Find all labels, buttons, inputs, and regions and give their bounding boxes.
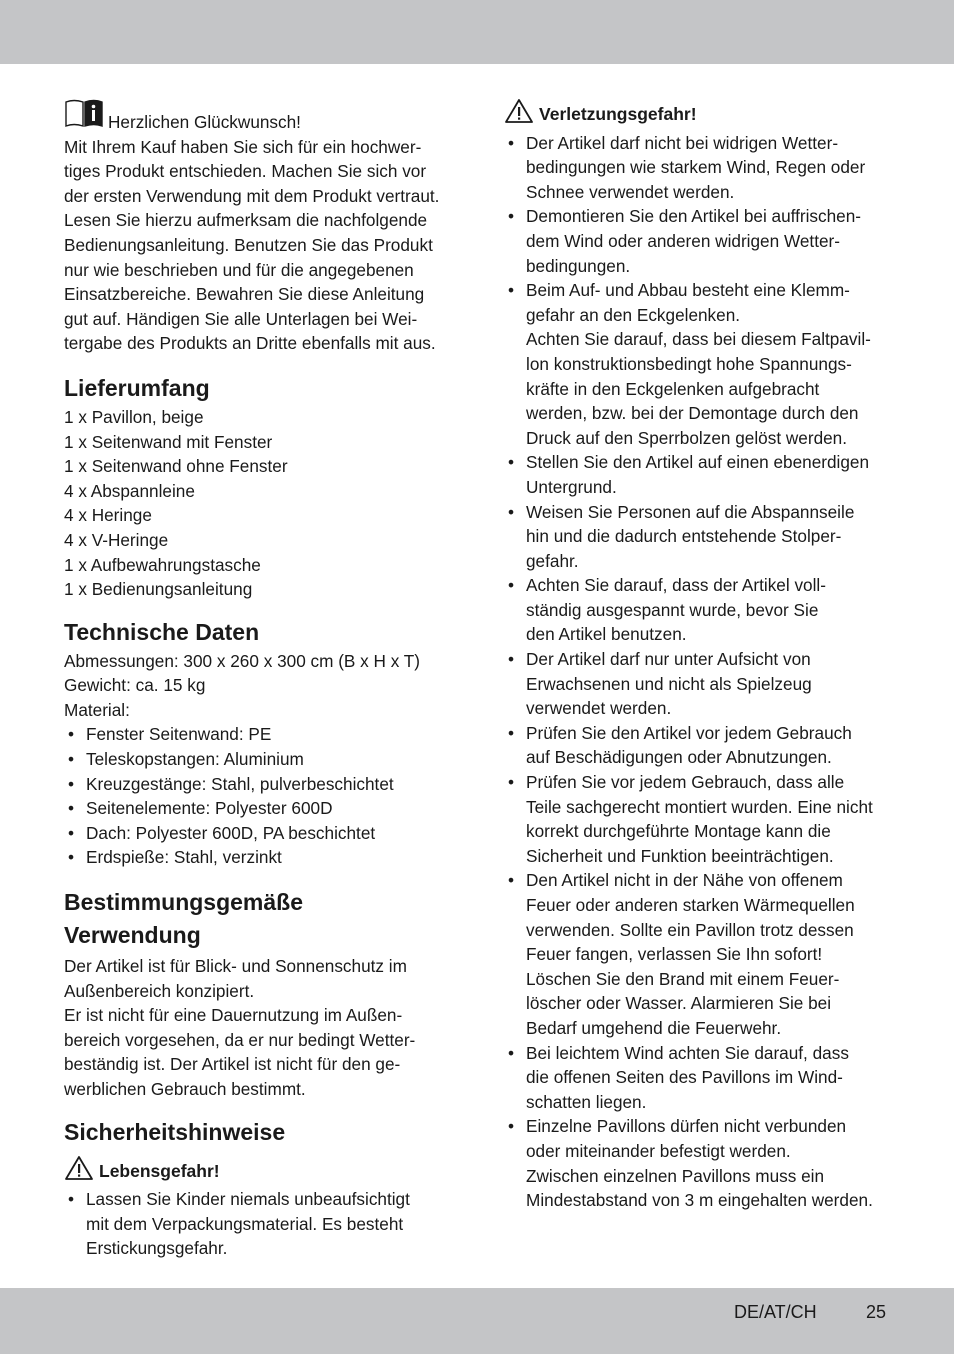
- verletzungsgefahr-item: • Weisen Sie Personen auf die Abspannseile hin und die dadurch entstehende Stolper- gefahr.: [504, 500, 896, 574]
- heading-verwendung: Bestimmungsgemäße Verwendung: [64, 889, 304, 949]
- heading-sicherheitshinweise: Sicherheitshinweise: [64, 1118, 286, 1145]
- intro-text: Mit Ihrem Kauf haben Sie sich für ein hochwer- tiges Produkt entschieden. Machen Sie sich vor der ersten Verwendung mit dem Produkt vertraut. Lesen Sie hierzu aufmerksam die nachfolgende Bedienungsanleitung. Benutzen Sie das Produkt nur wie beschrieben und für die angegebenen Einsatzbereiche. Bewahren Sie diese Anleitung gut auf. Händigen Sie alle Unterlagen bei Wei- tergabe des Produkts an Dritte ebenfalls mit aus.: [64, 136, 440, 354]
- verletzungsgefahr-item: • Den Artikel nicht in der Nähe von offenem Feuer oder anderen starken Wärmequellen verwenden. Sollte ein Pavillon trotz dessen Feuer fangen, verlassen Sie Ihn sofort! Löschen Sie den Brand mit einem Feuer- löscher oder Wasser. Alarmieren Sie bei Bedarf umgehend die Feuerwehr.: [504, 868, 896, 1040]
- verletzungsgefahr-item: • Prüfen Sie vor jedem Gebrauch, dass alle Teile sachgerecht montiert wurden. Eine nicht korrekt durchgeführte Montage kann die Sicherheit und Funktion beeinträchtigen.: [504, 770, 896, 868]
- verwendung-text: Der Artikel ist für Blick- und Sonnenschutz im Außenbereich konzipiert. Er ist nicht für eine Dauernutzung im Außen- bereich vorgesehen, da er nur bedingt Wetter- beständig ist. Der Artikel ist nicht für den ge- werblichen Gebrauch bestimmt.: [64, 956, 416, 1099]
- technical-data-line: Material:: [64, 699, 130, 720]
- lieferumfang-item: 1 x Seitenwand mit Fenster: [64, 431, 273, 452]
- footer-region: DE/AT/CH: [734, 1302, 817, 1322]
- technical-data-line: Gewicht: ca. 15 kg: [64, 675, 206, 696]
- right-column: [504, 98, 896, 1213]
- verletzungsgefahr-item: • Stellen Sie den Artikel auf einen ebenerdigen Untergrund.: [504, 450, 896, 499]
- verletzungsgefahr-heading: [504, 98, 896, 131]
- material-item: • Teleskopstangen: Aluminium: [64, 747, 456, 772]
- lebensgefahr-item: • Lassen Sie Kinder niemals unbeaufsichtigt mit dem Verpackungsmaterial. Es besteht Erstickungsgefahr.: [64, 1187, 456, 1261]
- lieferumfang-item: 1 x Aufbewahrungstasche: [64, 554, 261, 575]
- lieferumfang-item: 1 x Seitenwand ohne Fenster: [64, 456, 288, 477]
- technical-data-lines: [64, 649, 456, 723]
- verletzungsgefahr-item: • Prüfen Sie den Artikel vor jedem Gebrauch auf Beschädigungen oder Abnutzungen.: [504, 721, 896, 770]
- materials-list: [64, 722, 456, 870]
- material-item: • Dach: Polyester 600D, PA beschichtet: [64, 821, 456, 846]
- verletzungsgefahr-item: • Beim Auf- und Abbau besteht eine Klemm- gefahr an den Eckgelenken. Achten Sie darauf, dass bei diesem Faltpavil- lon konstruktionsbedingt hohe Spannungs- kräfte in den Eckgelenken aufgebracht werden, bzw. bei der Demontage durch den Druck auf den Sperrbolzen gelöst werden.: [504, 278, 896, 450]
- verletzungsgefahr-item: • Der Artikel darf nur unter Aufsicht von Erwachsenen und nicht als Spielzeug verwendet werden.: [504, 647, 896, 721]
- lieferumfang-item: 1 x Bedienungsanleitung: [64, 579, 253, 600]
- verletzungsgefahr-title: Verletzungsgefahr!: [539, 104, 697, 124]
- lieferumfang-item: 4 x Abspannleine: [64, 480, 195, 501]
- heading-lieferumfang: Lieferumfang: [64, 374, 210, 401]
- verletzungsgefahr-item: • Der Artikel darf nicht bei widrigen Wetter- bedingungen wie starkem Wind, Regen oder Schnee verwendet werden.: [504, 131, 896, 205]
- verletzungsgefahr-item: • Demontieren Sie den Artikel bei auffrischen- dem Wind oder anderen widrigen Wetter- bedingungen.: [504, 204, 896, 278]
- verletzungsgefahr-list: [504, 131, 896, 1213]
- header-band: [0, 0, 954, 64]
- material-item: • Fenster Seitenwand: PE: [64, 722, 456, 747]
- page-number: 25: [866, 1302, 887, 1322]
- manual-info-icon: [64, 98, 104, 135]
- verletzungsgefahr-item: • Bei leichtem Wind achten Sie darauf, dass die offenen Seiten des Pavillons im Wind- schatten liegen.: [504, 1041, 896, 1115]
- material-item: • Erdspieße: Stahl, verzinkt: [64, 845, 456, 870]
- lieferumfang-item: 1 x Pavillon, beige: [64, 406, 204, 427]
- warning-triangle-icon: [504, 98, 539, 131]
- lieferumfang-item: 4 x V-Heringe: [64, 529, 169, 550]
- lieferumfang-item: 4 x Heringe: [64, 505, 152, 526]
- verletzungsgefahr-item: • Einzelne Pavillons dürfen nicht verbunden oder miteinander befestigt werden. Zwischen einzelnen Pavillons muss ein Mindestabstand von 3 m eingehalten werden.: [504, 1114, 896, 1212]
- warning-triangle-icon: [64, 1155, 99, 1188]
- material-item: • Seitenelemente: Polyester 600D: [64, 796, 456, 821]
- footer-band: [0, 1288, 954, 1354]
- verletzungsgefahr-item: • Achten Sie darauf, dass der Artikel voll- ständig ausgespannt wurde, bevor Sie den Artikel benutzen.: [504, 573, 896, 647]
- heading-technische-daten: Technische Daten: [64, 618, 260, 645]
- lebensgefahr-title: Lebensgefahr!: [99, 1160, 220, 1181]
- lieferumfang-list: [64, 405, 456, 602]
- intro-greeting: Herzlichen Glückwunsch!: [108, 112, 301, 132]
- intro-greeting-line: [64, 98, 456, 135]
- left-column: [64, 98, 456, 1261]
- lebensgefahr-list: [64, 1187, 456, 1261]
- lebensgefahr-heading: [64, 1155, 456, 1188]
- material-item: • Kreuzgestänge: Stahl, pulverbeschichtet: [64, 772, 456, 797]
- technical-data-line: Abmessungen: 300 x 260 x 300 cm (B x H x T): [64, 650, 421, 671]
